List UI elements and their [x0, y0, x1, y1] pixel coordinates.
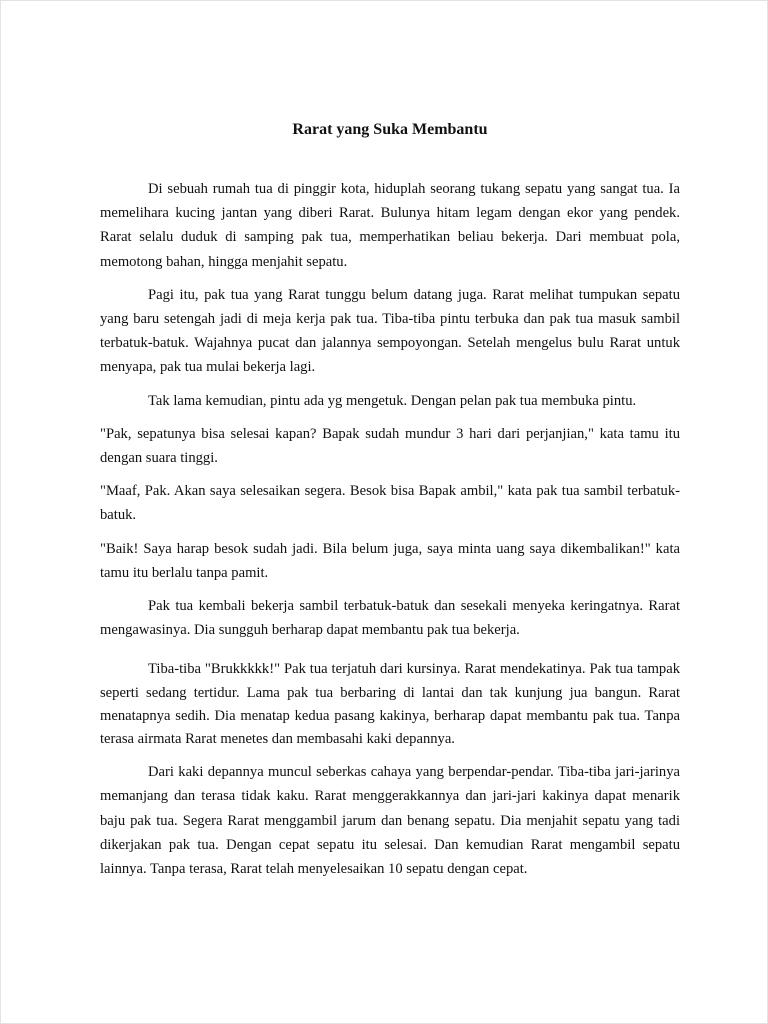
paragraph-3: Tak lama kemudian, pintu ada yg mengetuk. Dengan pelan pak tua membuka pintu.: [148, 392, 637, 409]
paragraph-7: Pak tua kembali bekerja sambil terbatuk-batuk dan sesekali menyeka keringatnya. Rarat mengawasinya. Dia sungguh berharap dapat membantu pak tua bekerja.: [100, 598, 680, 639]
paragraph-8: Tiba-tiba "Brukkkkk!" Pak tua terjatuh dari kursinya. Rarat mendekatinya. Pak tua tampak seperti sedang tertidur. Lama pak tua berbaring di lantai dan tak kunjung jua bangun. Rarat menatapnya sedih. Dia menatap kedua pasang kakinya, berharap dapat membantu pak tua. Tanpa terasa airmata Rarat menetes dan membasahi kaki depannya.: [100, 661, 680, 748]
paragraph-2: Pagi itu, pak tua yang Rarat tunggu belum datang juga. Rarat melihat tumpukan sepatu yang baru setengah jadi di meja kerja pak tua. Tiba-tiba pintu terbuka dan pak tua masuk sambil terbatuk-batuk. Wajahnya pucat dan jalannya sempoyongan. Setelah mengelus bulu Rarat untuk menyapa, pak tua mulai bekerja lagi.: [100, 286, 680, 376]
paragraph-1: Di sebuah rumah tua di pinggir kota, hiduplah seorang tukang sepatu yang sangat tua. Ia memelihara kucing jantan yang diberi Rarat. Bulunya hitam legam dengan ekor yang pendek. Rarat selalu duduk di samping pak tua, memperhatikan beliau bekerja. Dari membuat pola, memotong bahan, hingga menjahit sepatu.: [100, 181, 680, 270]
paragraph-6: "Baik! Saya harap besok sudah jadi. Bila belum juga, saya minta uang saya dikembalikan!" kata tamu itu berlalu tanpa pamit.: [100, 540, 680, 581]
paragraph-5: "Maaf, Pak. Akan saya selesaikan segera. Besok bisa Bapak ambil," kata pak tua sambil terbatuk-batuk.: [100, 483, 680, 524]
paragraph-4: "Pak, sepatunya bisa selesai kapan? Bapak sudah mundur 3 hari dari perjanjian," kata tamu itu dengan suara tinggi.: [100, 425, 680, 467]
document-title: Rarat yang Suka Membantu: [292, 121, 488, 138]
document-body: [100, 119, 680, 890]
paragraph-9: Dari kaki depannya muncul seberkas cahaya yang berpendar-pendar. Tiba-tiba jari-jarinya memanjang dan terasa tidak kaku. Rarat menggerakkannya dan jari-jari kakinya dapat menarik baju pak tua. Segera Rarat menggambil jarum dan benang sepatu. Dia menjahit sepatu yang tadi dikerjakan pak tua. Dengan cepat sepatu itu selesai. Dan kemudian Rarat mengambil sepatu lainnya. Tanpa terasa, Rarat telah menyelesaikan 10 sepatu dengan cepat.: [100, 764, 680, 878]
